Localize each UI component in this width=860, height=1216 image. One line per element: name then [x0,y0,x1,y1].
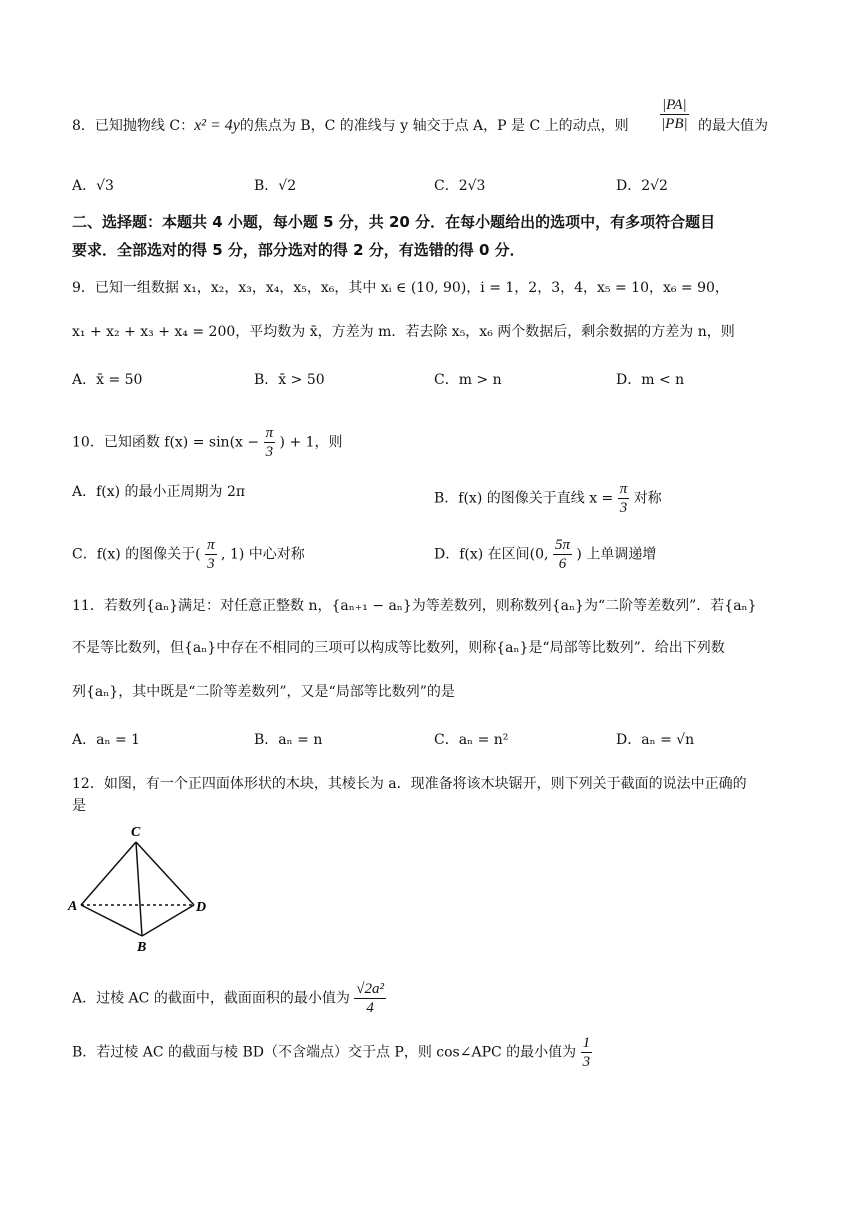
q11-line2: 不是等比数列，但{aₙ}中存在不相同的三项可以构成等比数列，则称{aₙ}是“局部等比数列”．给出下列数 [72,640,725,656]
q12-a-num: √2a² [356,981,385,997]
q10-option-c[interactable] [72,536,305,573]
q8-option-d[interactable]: D．2√2 [616,178,668,194]
q11-option-d[interactable]: D．aₙ = √n [616,732,695,748]
q8-stem [72,116,629,136]
q10-frac-den: 3 [265,444,274,460]
q10-c-num: π [207,537,215,553]
tetrahedron-figure [66,820,211,955]
q10-option-c-frac [205,536,217,573]
q10-option-d-text: D．f(x) 在区间(0, [434,546,549,563]
q12-option-b-frac [581,1034,593,1071]
q10-option-d-tail: ) 上单调递增 [576,546,657,563]
q8-stem-a: 8．已知抛物线 C： [72,118,195,134]
q12-option-b-text: B．若过棱 AC 的截面与棱 BD（不含端点）交于点 P，则 cos∠APC 的最小值为 [72,1044,577,1061]
q12-b-den: 3 [582,1054,591,1070]
q10-option-b-frac [618,480,630,517]
q12-option-a-text: A．过棱 AC 的截面中，截面面积的最小值为 [72,990,350,1007]
q9-option-c[interactable]: C．m > n [434,372,502,388]
q8-option-b[interactable]: B．√2 [254,178,297,194]
q10-pi-over-3 [264,424,276,461]
q10-option-d-frac [553,536,572,573]
q12-a-den: 4 [366,1000,374,1016]
section2-header-line1: 二、选择题：本题共 4 小题，每小题 5 分，共 20 分．在每小题给出的选项中，有多项符合题目 [72,213,716,231]
q11-option-b[interactable]: B．aₙ = n [254,732,323,748]
q12-line1: 12．如图，有一个正四面体形状的木块，其棱长为 a．现准备将该木块锯开，则下列关于截面的说法中正确的 [72,776,747,792]
q12-option-b[interactable] [72,1034,592,1071]
q10-stem-b: ) + 1，则 [279,434,343,451]
q11-line1: 11．若数列{aₙ}满足：对任意正整数 n，{aₙ₊₁ − aₙ}为等差数列，则称数列{aₙ}为“二阶等差数列”．若{aₙ} [72,598,757,614]
q9-line1: 9．已知一组数据 x₁，x₂，x₃，x₄，x₅，x₆，其中 xᵢ ∈ (10, 90)，i = 1，2，3，4，x₅ = 10，x₆ = 90， [72,280,729,296]
q9-line2: x₁ + x₂ + x₃ + x₄ = 200，平均数为 x̄，方差为 m．若去除 x₅，x₆ 两个数据后，剩余数据的方差为 n，则 [72,324,735,340]
q12-option-a[interactable] [72,980,386,1017]
q10-c-den: 3 [207,556,215,572]
q10-option-a[interactable]: A．f(x) 的最小正周期为 2π [72,484,246,500]
q9-option-d[interactable]: D．m < n [616,372,685,388]
q10-option-c-tail: , 1) 中心对称 [221,546,305,563]
q10-b-den: 3 [619,500,628,516]
q10-frac-num: π [265,425,274,441]
q10-stem-a: 10．已知函数 f(x) = sin(x − [72,434,260,451]
q8-frac-num: |PA| [662,97,687,113]
q10-option-b-text: B．f(x) 的图像关于直线 x = [434,490,614,507]
q8-stem-b: 的焦点为 B，C 的准线与 y 轴交于点 A，P 是 C 上的动点，则 [239,118,629,134]
q10-option-d[interactable] [434,536,656,573]
q10-option-b[interactable] [434,480,662,517]
q8-option-a[interactable]: A．√3 [72,178,114,194]
q8-frac-den: |PB| [661,116,688,132]
q9-option-b[interactable]: B．x̄ > 50 [254,372,325,388]
q11-line3: 列{aₙ}，其中既是“二阶等差数列”，又是“局部等比数列”的是 [72,684,455,700]
q8-option-c[interactable]: C．2√3 [434,178,486,194]
vertex-label-b: B [137,940,147,955]
vertex-label-c: C [131,825,141,840]
q8-stem-c: 的最大值为 [698,118,768,134]
q10-option-b-tail: 对称 [633,490,662,507]
q9-option-a[interactable]: A．x̄ = 50 [72,372,143,388]
q10-stem [72,424,343,461]
vertex-label-d: D [196,900,207,915]
q11-option-a[interactable]: A．aₙ = 1 [72,732,141,748]
q8-fraction [660,96,689,133]
q11-option-c[interactable]: C．aₙ = n² [434,732,509,748]
vertex-label-a: A [68,899,78,914]
q12-line2: 是 [72,798,86,814]
section2-header-line2: 要求．全部选对的得 5 分，部分选对的得 2 分，有选错的得 0 分． [72,241,525,259]
q10-option-c-text: C．f(x) 的图像关于( [72,546,201,563]
q10-b-num: π [619,481,628,497]
q12-b-num: 1 [582,1035,591,1051]
q8-expr: x² = 4y [194,117,240,134]
q10-d-den: 6 [558,556,567,572]
q10-d-num: 5π [554,537,570,553]
q12-option-a-frac [354,980,386,1017]
